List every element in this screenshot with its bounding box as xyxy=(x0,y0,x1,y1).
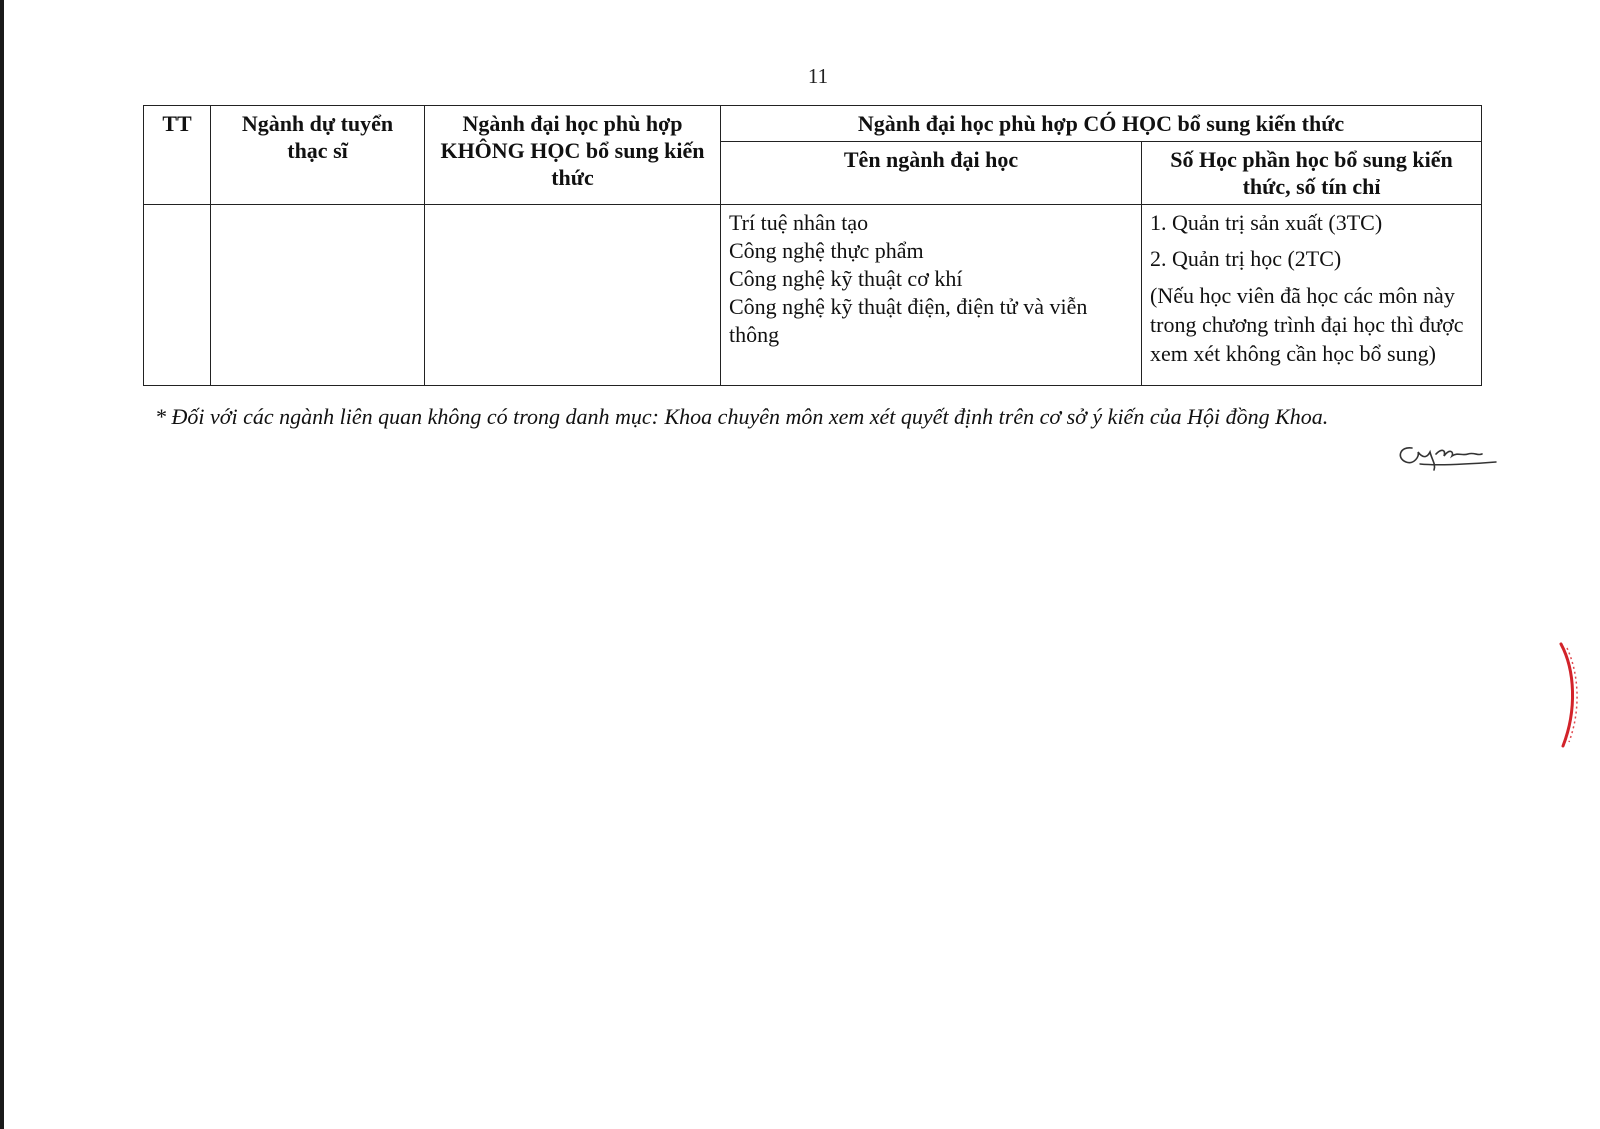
header-major-name: Tên ngành đại học xyxy=(721,142,1142,205)
header-with-supplement: Ngành đại học phù hợp CÓ HỌC bổ sung kiến thức xyxy=(721,106,1482,142)
header-no-supplement: Ngành đại học phù hợp KHÔNG HỌC bổ sung kiến thức xyxy=(425,106,721,205)
red-seal-edge-icon xyxy=(1555,640,1585,750)
handwritten-signature-icon xyxy=(1390,434,1500,474)
cell-tt xyxy=(144,205,211,386)
header-tt: TT xyxy=(144,106,211,205)
cell-no-supplement xyxy=(425,205,721,386)
course-note: (Nếu học viên đã học các môn này trong chương trình đại học thì được xem xét không cần học bổ sung) xyxy=(1150,283,1464,366)
page-number: 11 xyxy=(807,64,829,88)
curriculum-table xyxy=(143,105,1482,386)
scan-left-edge xyxy=(0,0,4,1129)
cell-majors xyxy=(721,205,1142,386)
major-item: Công nghệ kỹ thuật điện, điện tử và viễn thông xyxy=(729,294,1088,347)
header-courses-credits: Số Học phần học bổ sung kiến thức, số tín chỉ xyxy=(1142,142,1482,205)
footnote: * Đối với các ngành liên quan không có trong danh mục: Khoa chuyên môn xem xét quyết định trên cơ sở ý kiến của Hội đồng Khoa. xyxy=(155,404,1329,429)
major-item: Công nghệ thực phẩm xyxy=(729,238,924,263)
major-item: Trí tuệ nhân tạo xyxy=(729,210,869,235)
major-item: Công nghệ kỹ thuật cơ khí xyxy=(729,266,963,291)
cell-courses xyxy=(1142,205,1482,386)
course-item: 1. Quản trị sản xuất (3TC) xyxy=(1150,210,1383,235)
course-item: 2. Quản trị học (2TC) xyxy=(1150,246,1342,271)
cell-target-major xyxy=(211,205,425,386)
table-row xyxy=(144,205,1482,386)
header-target-major: Ngành dự tuyển thạc sĩ xyxy=(211,106,425,205)
